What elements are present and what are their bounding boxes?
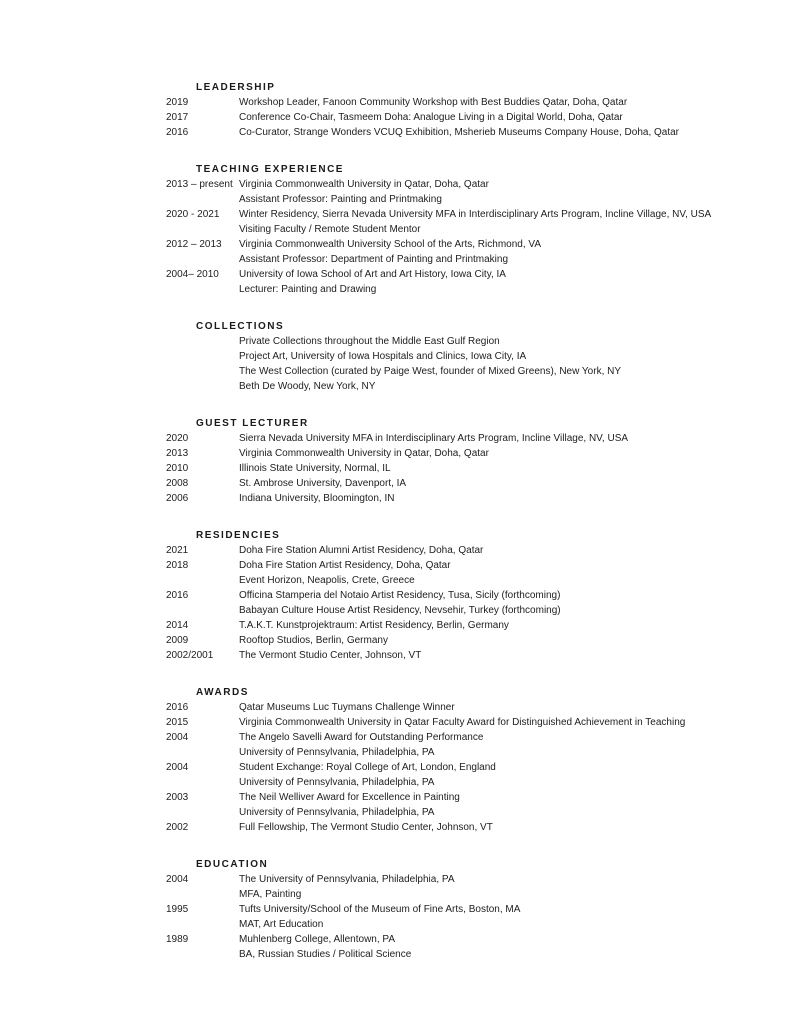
entry-year: 2006 — [166, 493, 189, 504]
entry-text: MAT, Art Education — [239, 919, 324, 930]
entry-year: 1995 — [166, 904, 189, 915]
cv-row — [166, 805, 781, 820]
entry-text: Illinois State University, Normal, IL — [239, 463, 391, 474]
cv-row — [166, 110, 781, 125]
entry-year: 2009 — [166, 635, 189, 646]
entry-year: 2020 — [166, 433, 189, 444]
cv-row — [166, 775, 781, 790]
cv-row — [166, 125, 781, 140]
entry-text: Visiting Faculty / Remote Student Mentor — [239, 224, 421, 235]
entry-text: T.A.K.T. Kunstprojektraum: Artist Residency, Berlin, Germany — [239, 620, 509, 631]
cv-section — [166, 80, 781, 140]
resume-content — [166, 80, 781, 962]
section-heading: LEADERSHIP — [196, 82, 276, 93]
cv-row — [166, 461, 781, 476]
cv-row — [166, 633, 781, 648]
cv-row — [166, 349, 781, 364]
cv-row — [166, 573, 781, 588]
entry-text: The Angelo Savelli Award for Outstanding Performance — [239, 732, 484, 743]
entry-text: MFA, Painting — [239, 889, 302, 900]
cv-row — [166, 648, 781, 663]
entry-text: Conference Co-Chair, Tasmeem Doha: Analogue Living in a Digital World, Doha, Qatar — [239, 112, 623, 123]
cv-row — [166, 872, 781, 887]
cv-row — [166, 222, 781, 237]
section-heading: COLLECTIONS — [196, 321, 285, 332]
cv-row — [166, 282, 781, 297]
entry-text: Assistant Professor: Painting and Printmaking — [239, 194, 442, 205]
entry-year: 2019 — [166, 97, 189, 108]
section-heading: AWARDS — [196, 687, 249, 698]
entry-year: 2017 — [166, 112, 189, 123]
entry-year: 2020 - 2021 — [166, 209, 220, 220]
section-rows — [166, 700, 781, 835]
cv-row — [166, 730, 781, 745]
entry-text: Virginia Commonwealth University in Qatar, Doha, Qatar — [239, 448, 489, 459]
entry-year: 2015 — [166, 717, 189, 728]
cv-row — [166, 476, 781, 491]
cv-row — [166, 820, 781, 835]
cv-row — [166, 252, 781, 267]
cv-section — [166, 528, 781, 663]
cv-row — [166, 177, 781, 192]
cv-row — [166, 379, 781, 394]
cv-row — [166, 558, 781, 573]
cv-row — [166, 207, 781, 222]
cv-row — [166, 334, 781, 349]
cv-row — [166, 237, 781, 252]
entry-text: Virginia Commonwealth University in Qatar Faculty Award for Distinguished Achievement in Teaching — [239, 717, 686, 728]
section-heading: RESIDENCIES — [196, 530, 281, 541]
entry-text: Event Horizon, Neapolis, Crete, Greece — [239, 575, 415, 586]
entry-year: 2021 — [166, 545, 189, 556]
entry-text: Project Art, University of Iowa Hospitals and Clinics, Iowa City, IA — [239, 351, 527, 362]
cv-section — [166, 319, 781, 394]
cv-section — [166, 416, 781, 506]
entry-text: Officina Stamperia del Notaio Artist Residency, Tusa, Sicily (forthcoming) — [239, 590, 561, 601]
entry-year: 2008 — [166, 478, 189, 489]
entry-text: The Neil Welliver Award for Excellence in Painting — [239, 792, 460, 803]
cv-row — [166, 618, 781, 633]
entry-text: Tufts University/School of the Museum of Fine Arts, Boston, MA — [239, 904, 521, 915]
section-rows — [166, 543, 781, 663]
cv-row — [166, 887, 781, 902]
section-rows — [166, 95, 781, 140]
cv-row — [166, 760, 781, 775]
cv-row — [166, 431, 781, 446]
entry-text: Virginia Commonwealth University School of the Arts, Richmond, VA — [239, 239, 541, 250]
entry-text: Virginia Commonwealth University in Qatar, Doha, Qatar — [239, 179, 489, 190]
cv-row — [166, 364, 781, 379]
section-rows — [166, 334, 781, 394]
cv-row — [166, 543, 781, 558]
entry-text: University of Iowa School of Art and Art History, Iowa City, IA — [239, 269, 506, 280]
entry-year: 2018 — [166, 560, 189, 571]
cv-row — [166, 192, 781, 207]
entry-text: Doha Fire Station Artist Residency, Doha, Qatar — [239, 560, 451, 571]
cv-row — [166, 790, 781, 805]
entry-text: Indiana University, Bloomington, IN — [239, 493, 395, 504]
entry-text: Workshop Leader, Fanoon Community Workshop with Best Buddies Qatar, Doha, Qatar — [239, 97, 628, 108]
cv-row — [166, 603, 781, 618]
cv-row — [166, 917, 781, 932]
cv-row — [166, 902, 781, 917]
entry-year: 2016 — [166, 127, 189, 138]
section-heading: GUEST LECTURER — [196, 418, 309, 429]
entry-text: Muhlenberg College, Allentown, PA — [239, 934, 396, 945]
entry-text: The West Collection (curated by Paige West, founder of Mixed Greens), New York, NY — [239, 366, 622, 377]
entry-year: 1989 — [166, 934, 189, 945]
entry-text: Beth De Woody, New York, NY — [239, 381, 376, 392]
entry-text: Babayan Culture House Artist Residency, Nevsehir, Turkey (forthcoming) — [239, 605, 561, 616]
entry-text: Private Collections throughout the Middle East Gulf Region — [239, 336, 500, 347]
entry-year: 2003 — [166, 792, 189, 803]
cv-row — [166, 267, 781, 282]
entry-text: St. Ambrose University, Davenport, IA — [239, 478, 407, 489]
entry-text: Student Exchange: Royal College of Art, London, England — [239, 762, 496, 773]
entry-year: 2013 – present — [166, 179, 233, 190]
section-rows — [166, 431, 781, 506]
cv-row — [166, 95, 781, 110]
entry-year: 2002/2001 — [166, 650, 214, 661]
entry-year: 2012 – 2013 — [166, 239, 222, 250]
cv-row — [166, 947, 781, 962]
entry-text: The University of Pennsylvania, Philadelphia, PA — [239, 874, 455, 885]
entry-year: 2004 — [166, 732, 189, 743]
entry-text: University of Pennsylvania, Philadelphia, PA — [239, 777, 435, 788]
entry-text: Winter Residency, Sierra Nevada University MFA in Interdisciplinary Arts Program, Incline Village, NV, USA — [239, 209, 712, 220]
section-rows — [166, 872, 781, 962]
entry-year: 2016 — [166, 590, 189, 601]
cv-row — [166, 491, 781, 506]
cv-row — [166, 446, 781, 461]
entry-text: Full Fellowship, The Vermont Studio Center, Johnson, VT — [239, 822, 493, 833]
cv-row — [166, 745, 781, 760]
entry-text: The Vermont Studio Center, Johnson, VT — [239, 650, 422, 661]
section-heading: TEACHING EXPERIENCE — [196, 164, 344, 175]
entry-text: University of Pennsylvania, Philadelphia, PA — [239, 807, 435, 818]
entry-text: Doha Fire Station Alumni Artist Residency, Doha, Qatar — [239, 545, 484, 556]
cv-section — [166, 162, 781, 297]
entry-text: Sierra Nevada University MFA in Interdisciplinary Arts Program, Incline Village, NV, USA — [239, 433, 629, 444]
entry-text: Assistant Professor: Department of Painting and Printmaking — [239, 254, 509, 265]
entry-text: BA, Russian Studies / Political Science — [239, 949, 412, 960]
cv-row — [166, 932, 781, 947]
entry-text: Rooftop Studios, Berlin, Germany — [239, 635, 388, 646]
entry-year: 2010 — [166, 463, 189, 474]
entry-text: Qatar Museums Luc Tuymans Challenge Winner — [239, 702, 455, 713]
cv-row — [166, 588, 781, 603]
entry-year: 2013 — [166, 448, 189, 459]
entry-text: Lecturer: Painting and Drawing — [239, 284, 377, 295]
entry-year: 2004 — [166, 874, 189, 885]
entry-year: 2014 — [166, 620, 189, 631]
section-heading: EDUCATION — [196, 859, 269, 870]
entry-year: 2004 — [166, 762, 189, 773]
entry-year: 2002 — [166, 822, 189, 833]
entry-year: 2004– 2010 — [166, 269, 219, 280]
cv-section — [166, 857, 781, 962]
cv-section — [166, 685, 781, 835]
cv-row — [166, 715, 781, 730]
entry-text: Co-Curator, Strange Wonders VCUQ Exhibition, Msherieb Museums Company House, Doha, Qatar — [239, 127, 680, 138]
entry-text: University of Pennsylvania, Philadelphia, PA — [239, 747, 435, 758]
resume-sections — [166, 80, 781, 962]
cv-row — [166, 700, 781, 715]
entry-year: 2016 — [166, 702, 189, 713]
section-rows — [166, 177, 781, 297]
